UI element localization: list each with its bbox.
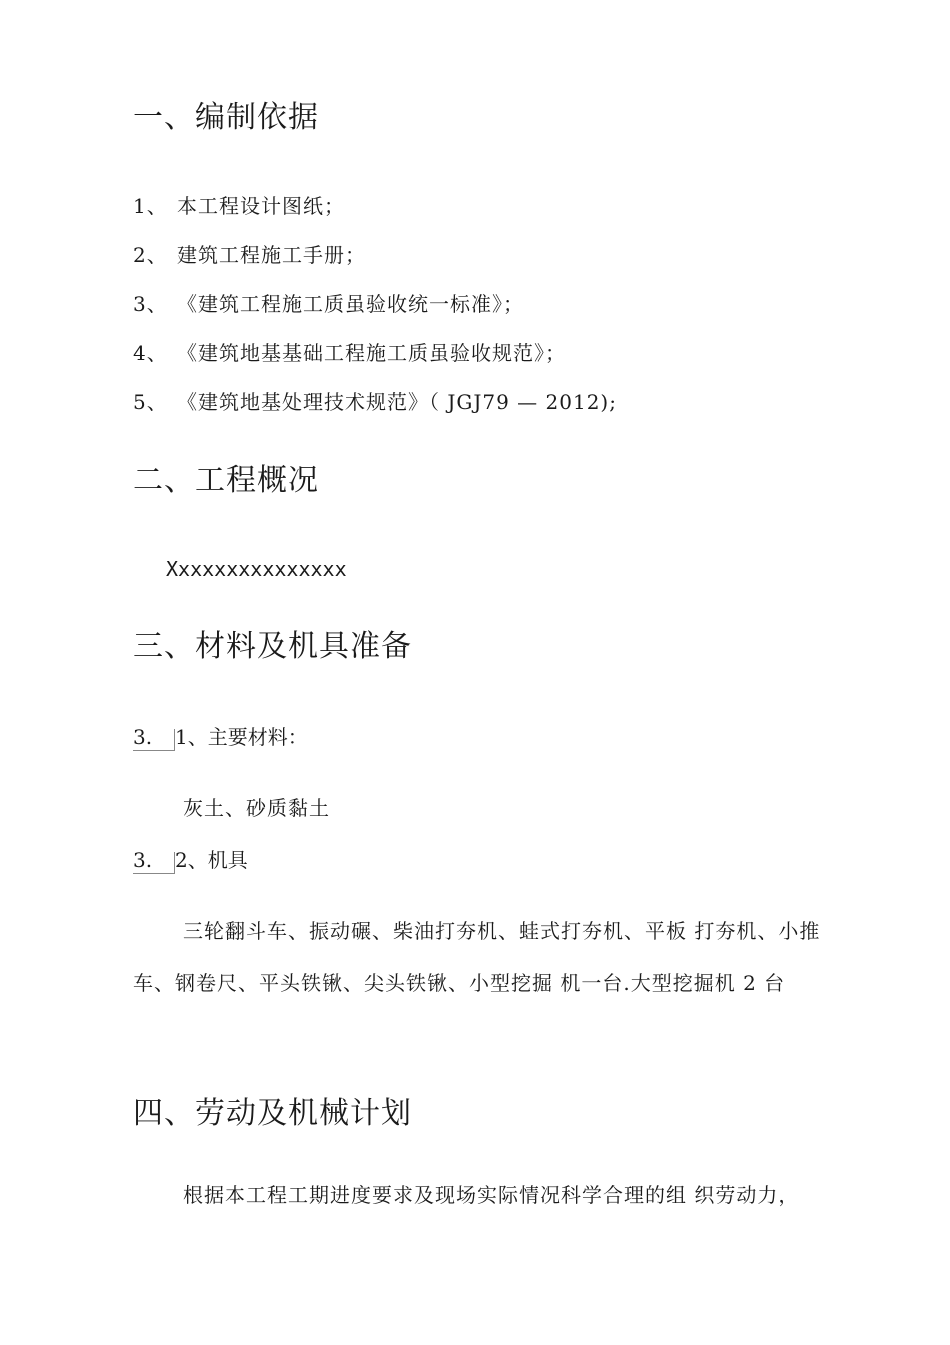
basis-item-text: 《建筑工程施工质虽验收统一标准》； (177, 292, 524, 316)
machinery-body: 三轮翻斗车、振动碾、柴油打夯机、蛙式打夯机、平板 打夯机、小推车、钢卷尺、平头铁锹、尖头铁锹、小型挖掘 机一台.大型挖掘机 2 台 (133, 919, 821, 995)
basis-item-4 (133, 339, 566, 367)
basis-item-number: 2、 (133, 243, 168, 267)
subsection-number-box (133, 725, 175, 751)
subsection-number-box (133, 848, 175, 874)
basis-item-number: 1、 (133, 194, 168, 218)
section-heading-basis: 一、编制依据 (133, 100, 319, 135)
basis-item-3 (133, 290, 524, 318)
subsection-machinery (133, 846, 248, 874)
section-heading-materials: 三、材料及机具准备 (133, 629, 412, 664)
basis-item-text: 《建筑地基基础工程施工质虽验收规范》； (177, 341, 566, 365)
subsection-main-materials (133, 723, 308, 751)
basis-item-2 (133, 241, 366, 269)
basis-item-text: 《建筑地基处理技术规范》（ JGJ79 — 2012); (177, 390, 617, 414)
basis-item-text: 本工程设计图纸； (177, 194, 345, 218)
basis-item-5 (133, 388, 617, 416)
basis-item-number: 5、 (133, 390, 168, 414)
basis-item-1 (133, 192, 345, 220)
materials-body: 灰土、砂质黏土 (183, 796, 330, 820)
overview-body: Xxxxxxxxxxxxxxx (166, 557, 347, 581)
labor-plan-body: 根据本工程工期进度要求及现场实际情况科学合理的组 织劳动力， (183, 1183, 800, 1207)
subsection-label: 2、机具 (175, 848, 248, 872)
basis-item-text: 建筑工程施工手册； (177, 243, 366, 267)
subsection-number: 3. (133, 848, 153, 872)
basis-item-number: 4、 (133, 341, 168, 365)
subsection-number: 3. (133, 725, 153, 749)
section-heading-labor-plan: 四、劳动及机械计划 (133, 1096, 412, 1131)
section-heading-overview: 二、工程概况 (133, 463, 319, 498)
basis-item-number: 3、 (133, 292, 168, 316)
subsection-label: 1、主要材料： (175, 725, 308, 749)
